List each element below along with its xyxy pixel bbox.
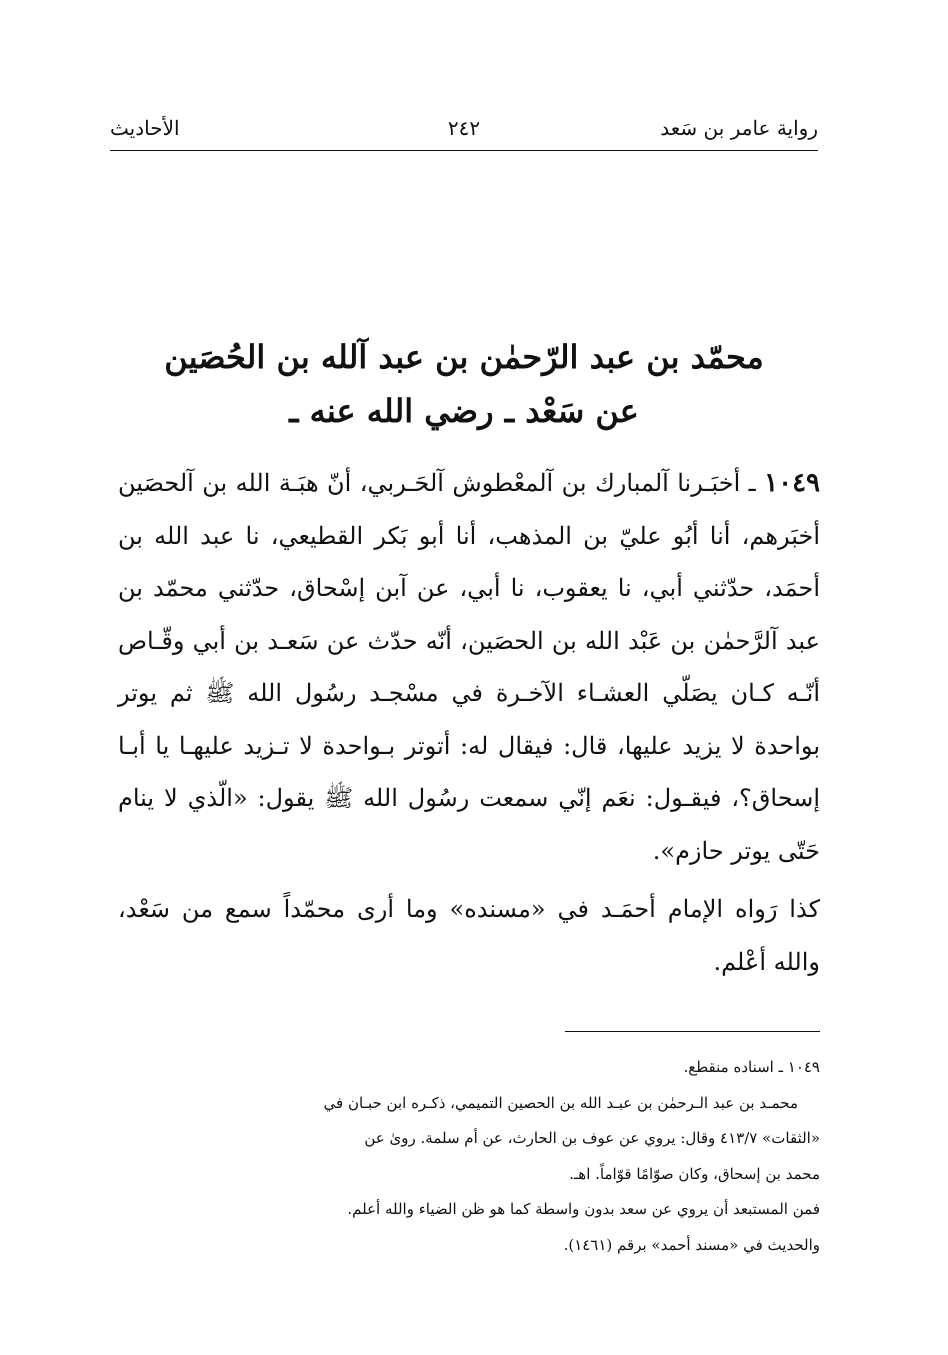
author-comment-text: كذا رَواه الإمام أحمَـد في «مسنده» وما أرى محمّداً سمع من سَعْد، والله أعْلم. bbox=[118, 895, 820, 976]
chapter-title-line-2: عن سَعْد ـ رضي الله عنه ـ bbox=[289, 392, 639, 430]
page-number: ٢٤٢ bbox=[447, 116, 481, 140]
header-chapter-title: رواية عامر بن سَعد bbox=[660, 116, 818, 140]
hadith-paragraph bbox=[118, 457, 820, 877]
header-book-section: الأحاديث bbox=[110, 116, 180, 140]
footnote-line: محمـد بن عبد الـرحمٰن بن عبـد الله بن الحصين التميمي، ذكـره ابن حبـان في bbox=[323, 1093, 798, 1112]
hadith-number: ١٠٤٩ bbox=[764, 468, 820, 498]
footnote-line: فمن المستبعد أن يروي عن سعد بدون واسطة كما هو ظن الضياء والله أعلم. bbox=[347, 1200, 820, 1218]
footnote-separator bbox=[565, 1031, 820, 1032]
chapter-title-line-1: محمّد بن عبد الرّحمٰن بن عبد آلله بن الحُصَين bbox=[164, 338, 764, 376]
footnotes bbox=[118, 1050, 820, 1263]
footnote-line: «الثقات» ٤١٣/٧ وقال: يروي عن عوف بن الحارث، عن أم سلمة. روىٰ عن bbox=[364, 1129, 820, 1147]
chapter-heading bbox=[110, 330, 818, 438]
footnote-line: والحديث في «مسند أحمد» برقم (١٤٦١). bbox=[563, 1235, 820, 1254]
footnote-line: محمد بن إسحاق، وكان صوّامًا قوّاماً. اهـ. bbox=[569, 1164, 820, 1183]
hadith-text-block bbox=[118, 457, 820, 877]
author-comment bbox=[118, 883, 820, 988]
hadith-body: ـ أخبَـرنا آلمبارك بن آلمعْطوش آلحَـربي، أنّ هبَـة الله بن آلحصَين أخبَرهم، أنا أبُو عليّ بن المذهب، أنا أبو بَكر القطيعي، نا عبد الله بن أحمَد، حدّثني أبي، نا يعقوب، نا أبي، عن آبن إسْحاق، حدّثني محمّد بن عبد آلرَّحمٰن بن عَبْد الله بن الحصَين، أنّه حدّث عن سَعـد بن أبي وقّـاص أنّـه كـان يصَلّي العشـاء الآخـرة في مسْجـد رسُول الله ﷺ ثم يوتر بواحدة لا يزيد عليها، قال: فيقال له: أتوتر بـواحدة لا تـزيد عليهـا يا أبـا إسحاق؟، فيقـول: نعَم إنّي سمعت رسُول الله ﷺ يقول: «الّذي لا ينام حَتّى يوتر حازم». bbox=[118, 469, 820, 865]
footnote-line: ١٠٤٩ ـ اسناده منقطع. bbox=[683, 1058, 820, 1076]
running-header bbox=[110, 110, 818, 151]
